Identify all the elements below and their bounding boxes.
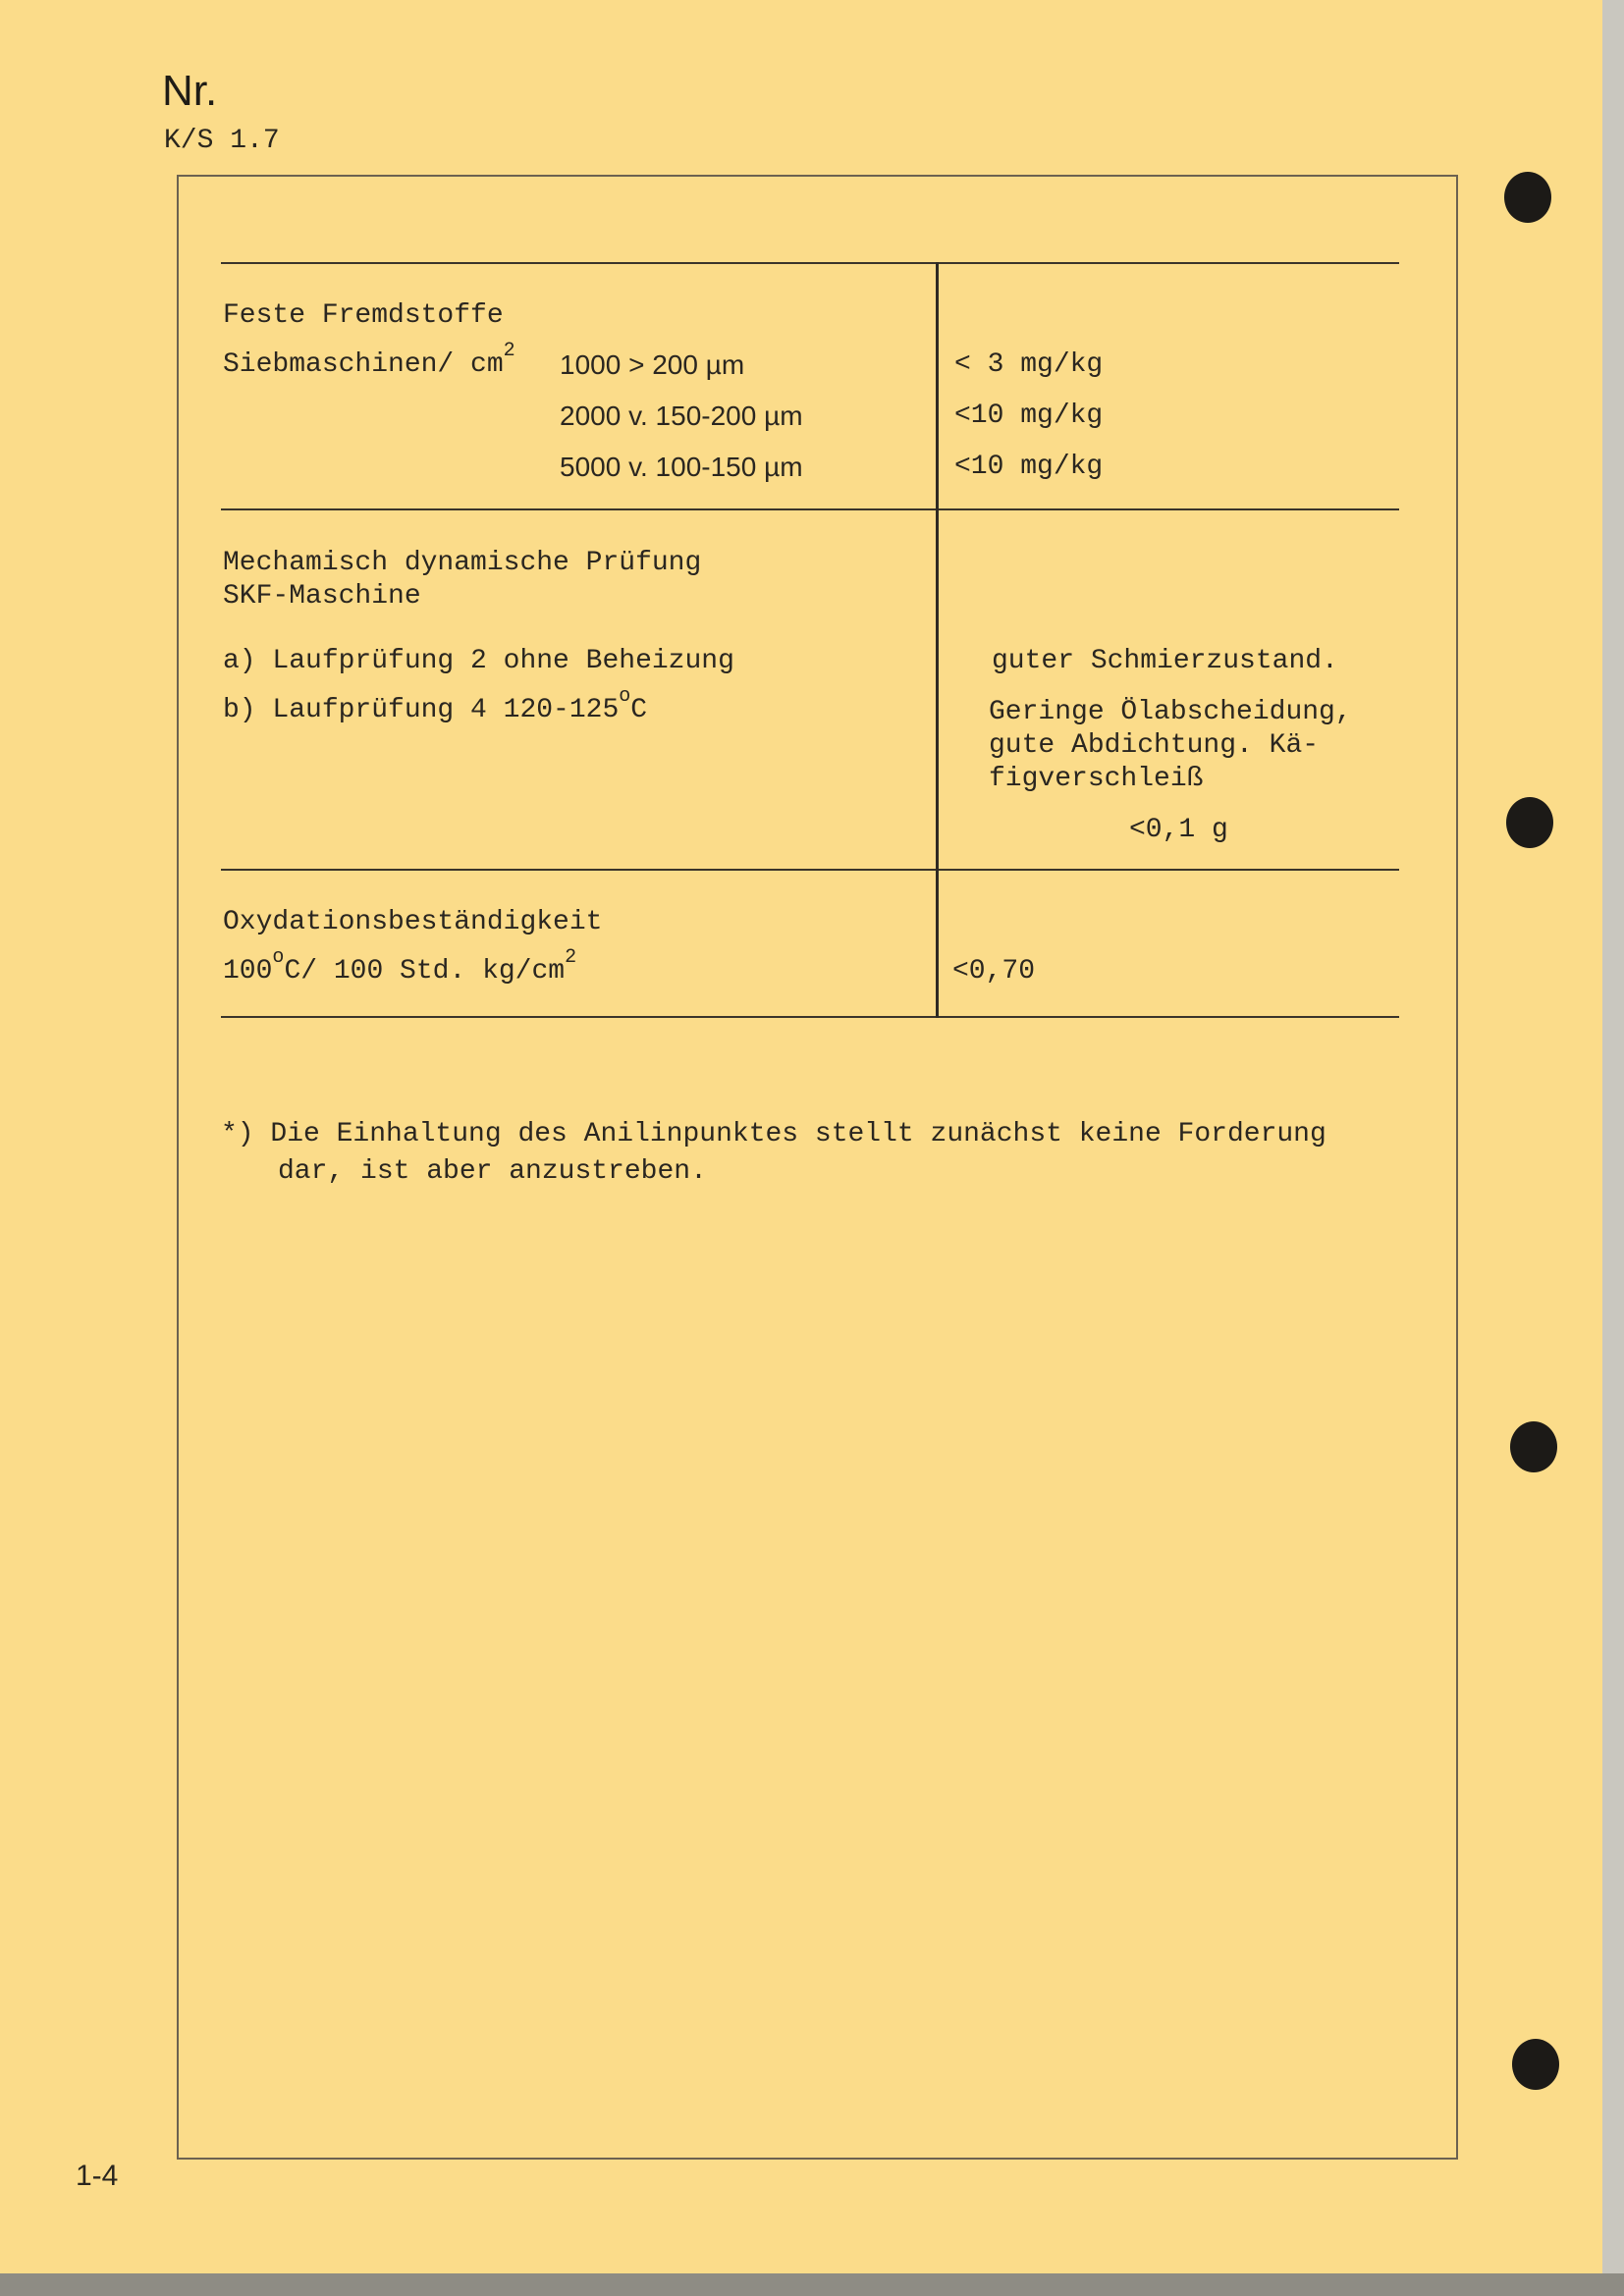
- sieve-row-2: 2000 v. 150-200 µm: [560, 400, 803, 431]
- test-result-b-line2: gute Abdichtung. Kä-: [989, 730, 1320, 761]
- section-subtitle-skf: SKF-Maschine: [223, 581, 421, 612]
- sieve-result-2: <10 mg/kg: [954, 400, 1104, 431]
- test-result-b-line1: Geringe Ölabscheidung,: [989, 697, 1352, 727]
- punch-hole-icon: [1506, 797, 1553, 848]
- section-title-pruefung: Mechamisch dynamische Prüfung: [223, 548, 702, 578]
- footnote-line1: *) Die Einhaltung des Anilinpunktes stellt zunächst keine Forderung: [221, 1119, 1326, 1149]
- footnote: [221, 1116, 1438, 1191]
- oxydation-temp: 100: [223, 956, 273, 987]
- sieve-label: [223, 340, 515, 380]
- section-title-oxydation: Oxydationsbeständigkeit: [223, 907, 603, 937]
- footnote-line2: dar, ist aber anzustreben.: [278, 1156, 707, 1187]
- punch-hole-icon: [1510, 1421, 1557, 1472]
- degree-mark: o: [619, 685, 631, 708]
- sieve-row-3: 5000 v. 100-150 µm: [560, 452, 803, 482]
- sieve-result-1: < 3 mg/kg: [954, 349, 1104, 380]
- test-result-b-line3: figverschleiß: [989, 764, 1204, 794]
- page-number: 1-4: [76, 2160, 119, 2192]
- degree-mark: o: [272, 946, 285, 969]
- test-item-b: [223, 685, 648, 725]
- document-code: K/S 1.7: [164, 126, 280, 156]
- sieve-result-3: <10 mg/kg: [954, 452, 1104, 482]
- test-item-b-text: b) Laufprüfung 4 120-125: [223, 695, 620, 725]
- test-item-b-unit: C: [630, 695, 648, 725]
- table-rule: [221, 869, 1399, 871]
- nr-label: Nr.: [162, 67, 218, 115]
- table-rule-bottom: [221, 1016, 1399, 1018]
- punch-hole-icon: [1504, 172, 1551, 223]
- page-edge: [1602, 0, 1624, 2296]
- sieve-row-1: 1000 > 200 µm: [560, 349, 745, 380]
- test-result-b-value: <0,1 g: [1129, 815, 1228, 845]
- section-title-fremdstoffe: Feste Fremdstoffe: [223, 300, 504, 331]
- oxydation-result: <0,70: [952, 956, 1036, 987]
- punch-hole-icon: [1512, 2039, 1559, 2090]
- oxydation-condition-text: C/ 100 Std. kg/cm: [284, 956, 566, 987]
- oxydation-condition: [223, 946, 577, 987]
- test-result-a: guter Schmierzustand.: [992, 646, 1338, 676]
- sieve-label-exponent: 2: [503, 340, 515, 362]
- table-column-divider: [936, 262, 939, 1018]
- table-rule: [221, 508, 1399, 510]
- oxydation-unit-exponent: 2: [565, 946, 577, 969]
- sieve-label-text: Siebmaschinen/ cm: [223, 349, 504, 380]
- test-item-a: a) Laufprüfung 2 ohne Beheizung: [223, 646, 734, 676]
- table-rule-top: [221, 262, 1399, 264]
- scan-bottom-edge: [0, 2273, 1624, 2296]
